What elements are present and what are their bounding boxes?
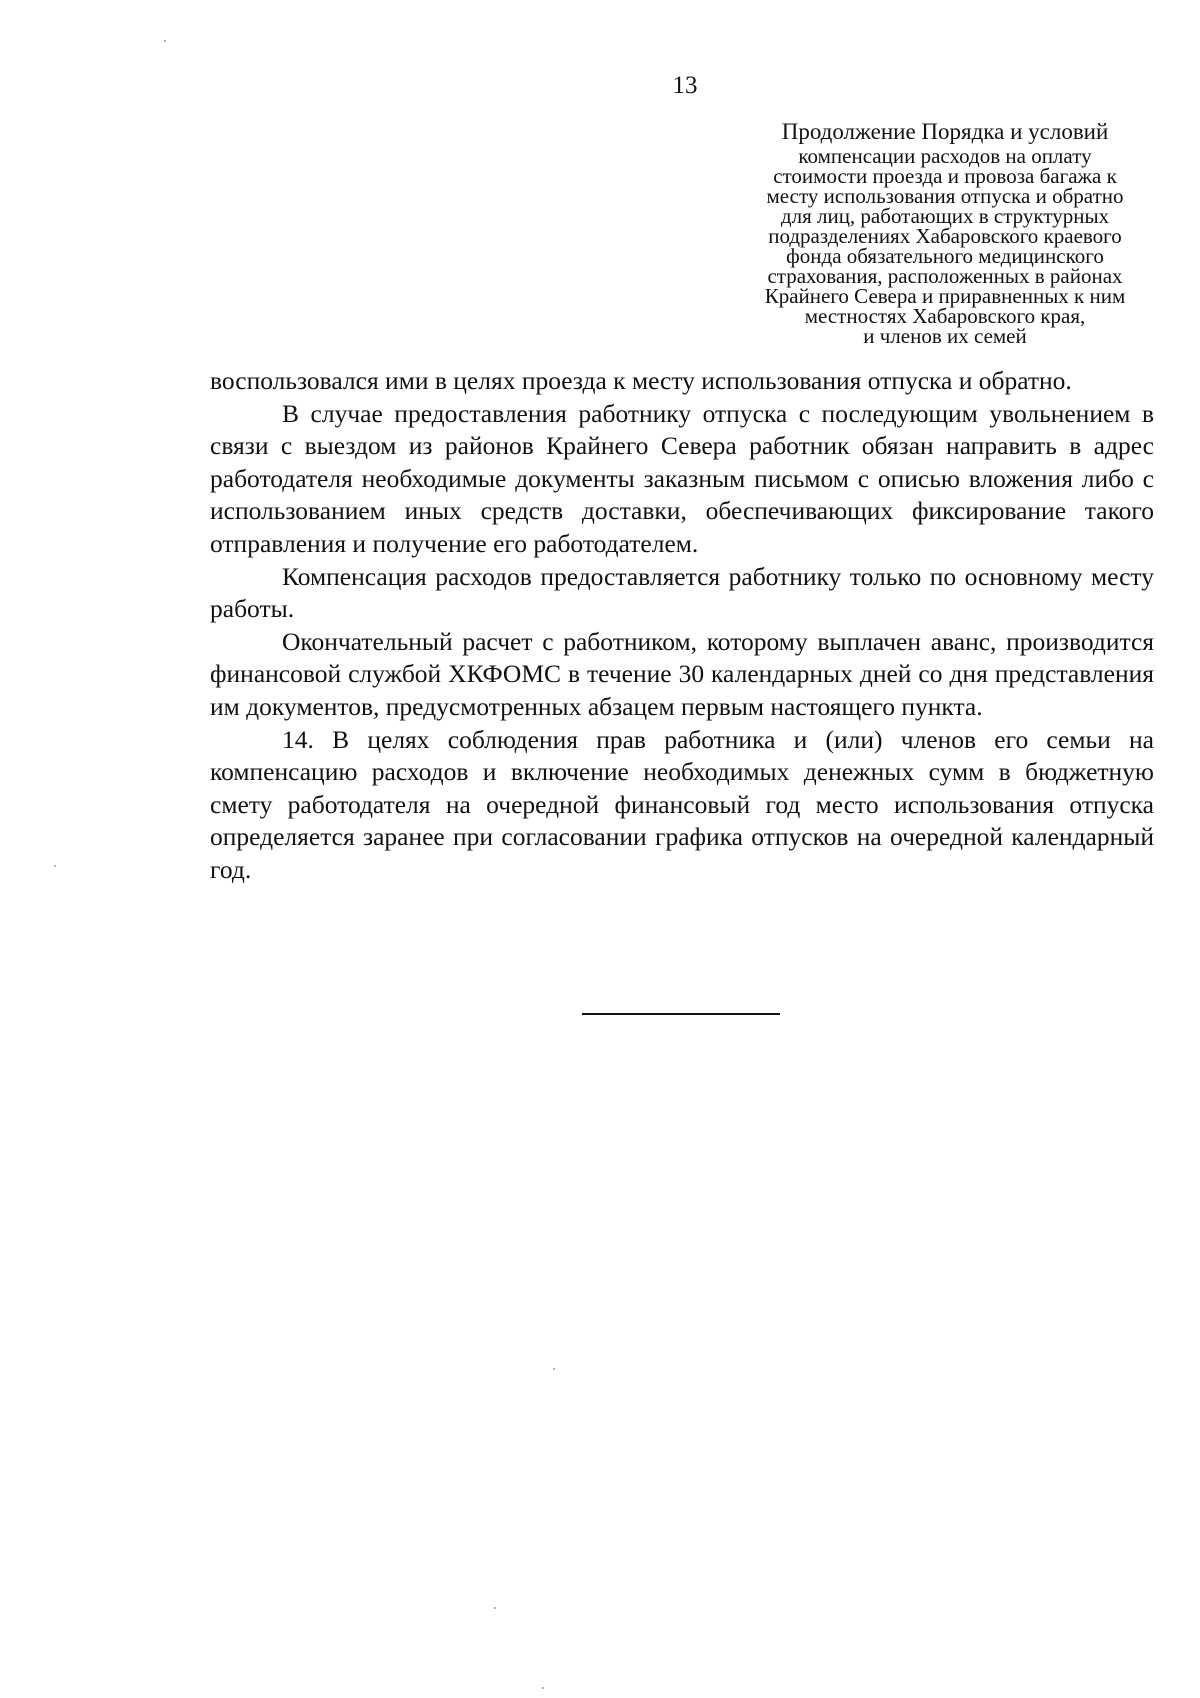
header-line: страхования, расположенных в районах [767, 264, 1123, 288]
scan-speck [494, 1607, 496, 1609]
header-line: местностях Хабаровского края, [804, 304, 1086, 328]
end-divider-line [582, 1013, 780, 1015]
header-line: фонда обязательного медицинского [786, 244, 1104, 268]
header-line: Крайнего Севера и приравненных к ним [764, 284, 1126, 308]
header-line: для лиц, работающих в структурных [780, 204, 1110, 228]
body-paragraph: воспользовался ими в целях проезда к месту использования отпуска и обратно. [210, 366, 1072, 395]
body-paragraph: Компенсация расходов предоставляется работнику только по основному месту работы. [210, 561, 1154, 624]
scan-speck [542, 1687, 544, 1689]
scan-speck [164, 40, 166, 42]
header-line: и членов их семей [863, 324, 1027, 348]
body-paragraph: 14. В целях соблюдения прав работника и (или) членов его семьи на компенсацию расходов и включение необходимых денежных сумм в бюджетную смету работодателя на очередной финансовый год место использования отпуска определяется заранее при согласовании графика отпусков на очередной календарный год. [210, 724, 1154, 884]
header-line: подразделениях Хабаровского краевого [768, 224, 1122, 248]
body-paragraph: Окончательный расчет с работником, которому выплачен аванс, производится финансовой службой ХКФОМС в течение 30 календарных дней со дня представления им документов, предусмотренных абзацем первым настоящего пункта. [210, 626, 1154, 721]
page-number: 13 [672, 72, 698, 99]
scan-speck [54, 865, 56, 867]
body-paragraph: В случае предоставления работнику отпуска с последующим увольнением в связи с выездом из районов Крайнего Севера работник обязан направить в адрес работодателя необходимые документы заказным письмом с описью вложения либо с использованием иных средств доставки, обеспечивающих фиксирование такого отправления и получение его работодателем. [210, 398, 1154, 558]
header-line: Продолжение Порядка и условий [781, 119, 1109, 144]
header-line: стоимости проезда и провоза багажа к [773, 164, 1117, 188]
header-line: компенсации расходов на оплату [798, 144, 1092, 168]
document-header [730, 120, 1160, 346]
header-line: месту использования отпуска и обратно [766, 184, 1124, 208]
scan-speck [553, 1368, 555, 1370]
document-body [210, 365, 1154, 887]
